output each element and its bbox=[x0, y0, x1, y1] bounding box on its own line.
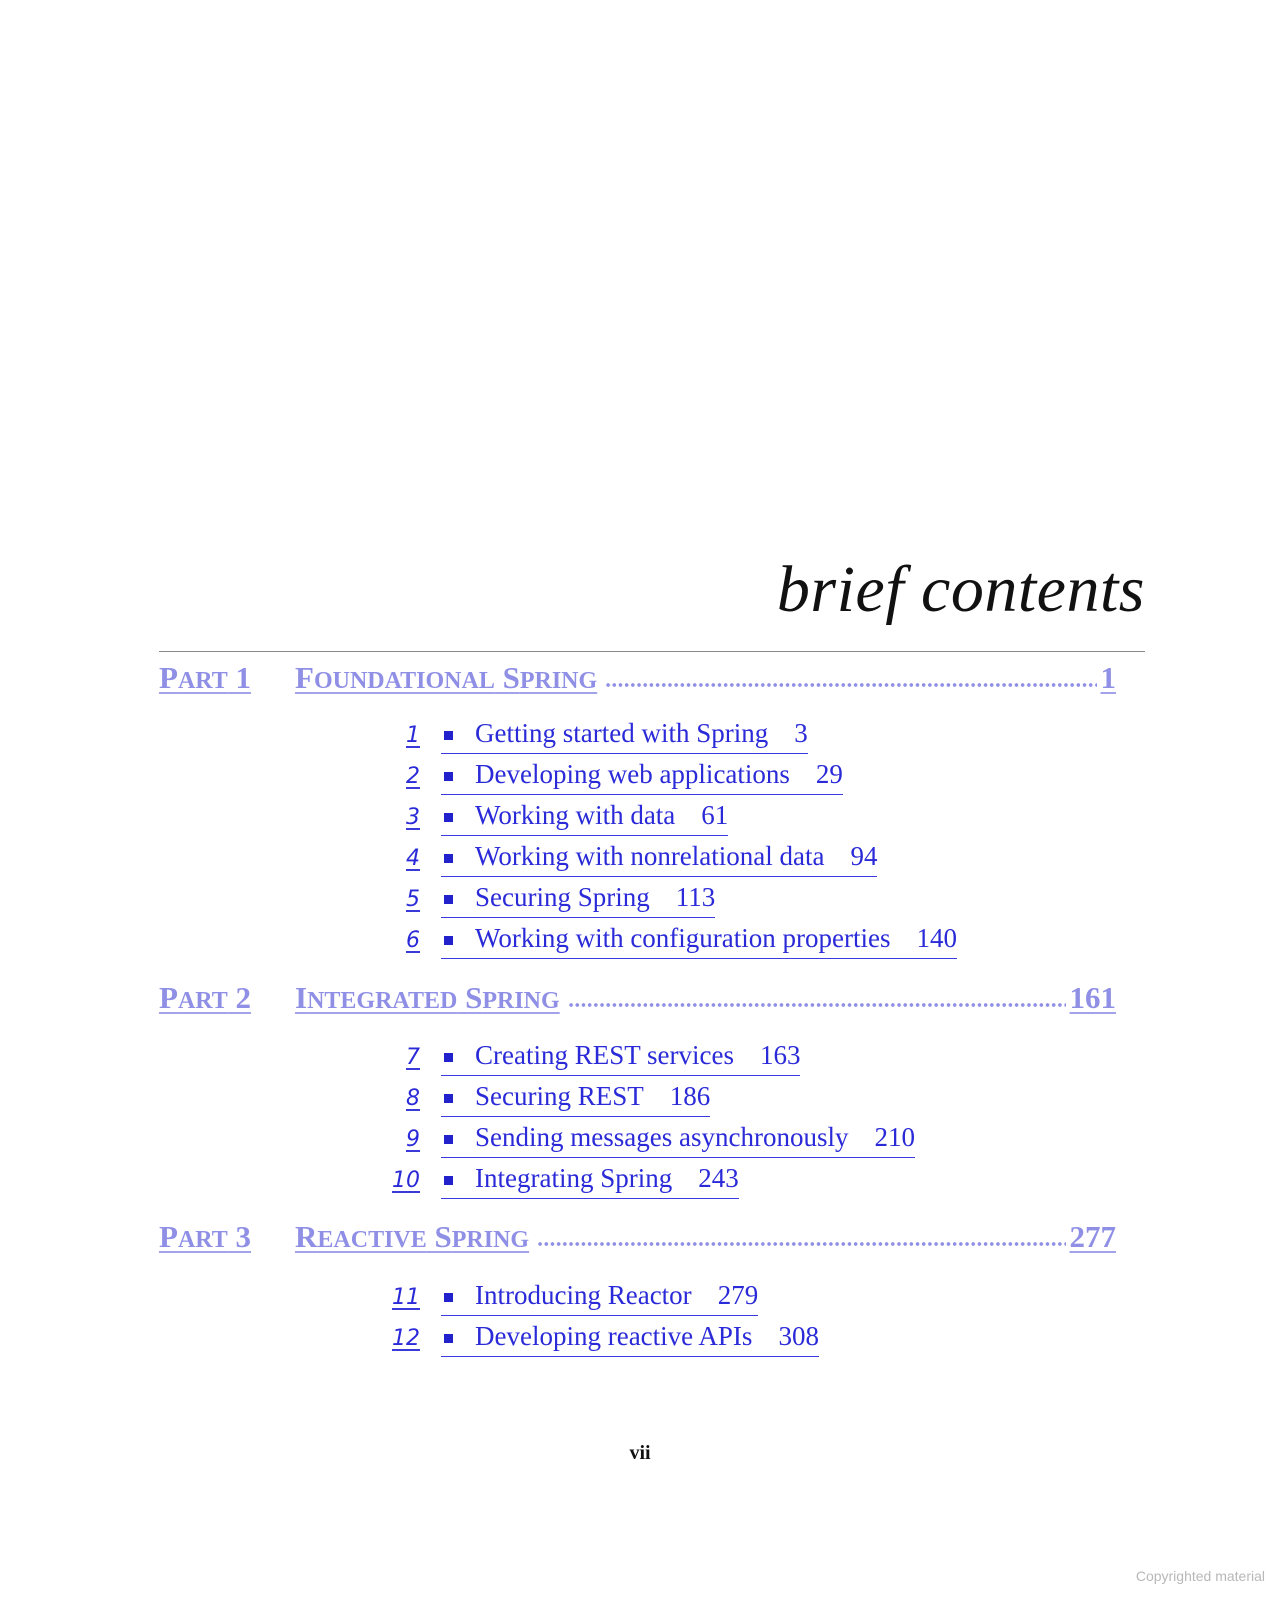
chapter-entry bbox=[441, 1040, 800, 1076]
copyright-watermark: Copyrighted material bbox=[1135, 1568, 1265, 1584]
chapter-page-number: 3 bbox=[794, 718, 808, 748]
chapter-page-number: 113 bbox=[675, 882, 716, 912]
chapter-page-number: 279 bbox=[717, 1280, 759, 1310]
chapter-3-link[interactable] bbox=[372, 800, 728, 838]
chapter-title: Working with configuration properties bbox=[475, 923, 891, 953]
chapter-4-link[interactable] bbox=[372, 841, 877, 879]
chapter-number: 3 bbox=[406, 805, 420, 830]
square-bullet-icon bbox=[444, 772, 453, 781]
chapter-page-number: 243 bbox=[698, 1163, 739, 1193]
chapter-number: 2 bbox=[406, 764, 420, 789]
chapter-title: Developing web applications bbox=[475, 759, 790, 789]
chapter-title: Introducing Reactor bbox=[475, 1280, 692, 1310]
chapter-11-link[interactable] bbox=[372, 1280, 758, 1318]
chapter-number: 5 bbox=[406, 887, 420, 912]
chapter-title: Working with data bbox=[475, 800, 676, 830]
square-bullet-icon bbox=[444, 854, 453, 863]
dot-leader bbox=[605, 683, 1096, 687]
chapter-page-number: 163 bbox=[759, 1040, 801, 1070]
chapter-page-number: 210 bbox=[874, 1122, 915, 1152]
dot-leader bbox=[537, 1242, 1065, 1246]
chapter-title: Getting started with Spring bbox=[475, 718, 769, 748]
chapter-page-number: 308 bbox=[778, 1321, 819, 1351]
chapter-number: 6 bbox=[406, 928, 420, 953]
part-1-link[interactable] bbox=[159, 660, 1116, 696]
chapter-entry bbox=[441, 1122, 915, 1158]
chapter-entry bbox=[441, 841, 877, 877]
part-title: INTEGRATED SPRING bbox=[295, 980, 560, 1015]
chapter-title: Integrating Spring bbox=[475, 1163, 673, 1193]
chapter-number: 4 bbox=[406, 846, 420, 871]
chapter-page-number: 140 bbox=[916, 923, 957, 953]
chapter-7-link[interactable] bbox=[372, 1040, 800, 1078]
square-bullet-icon bbox=[444, 731, 453, 740]
square-bullet-icon bbox=[444, 1053, 453, 1062]
chapter-entry bbox=[441, 759, 843, 795]
chapter-entry bbox=[441, 800, 728, 836]
title-divider bbox=[159, 651, 1145, 652]
page-folio: vii bbox=[629, 1442, 651, 1464]
part-label: PART 2 bbox=[159, 980, 252, 1015]
chapter-title: Sending messages asynchronously bbox=[475, 1122, 849, 1152]
chapter-page-number: 29 bbox=[815, 759, 843, 789]
chapter-5-link[interactable] bbox=[372, 882, 715, 920]
square-bullet-icon bbox=[444, 1293, 453, 1302]
part-title: FOUNDATIONAL SPRING bbox=[295, 660, 598, 695]
chapter-number: 7 bbox=[406, 1045, 420, 1070]
square-bullet-icon bbox=[444, 1176, 453, 1185]
chapter-page-number: 94 bbox=[850, 841, 878, 871]
chapter-page-number: 186 bbox=[669, 1081, 711, 1111]
chapter-entry bbox=[441, 1321, 819, 1357]
chapter-number: 1 bbox=[406, 723, 420, 748]
part-label: PART 1 bbox=[159, 660, 252, 695]
chapter-title: Securing Spring bbox=[475, 882, 650, 912]
part-page-number: 1 bbox=[1100, 660, 1116, 695]
part-label: PART 3 bbox=[159, 1219, 252, 1254]
chapter-6-link[interactable] bbox=[372, 923, 957, 961]
square-bullet-icon bbox=[444, 1094, 453, 1103]
square-bullet-icon bbox=[444, 895, 453, 904]
part-page-number: 161 bbox=[1069, 980, 1116, 1015]
chapter-entry bbox=[441, 923, 957, 959]
chapter-number: 12 bbox=[392, 1326, 420, 1351]
square-bullet-icon bbox=[444, 1135, 453, 1144]
chapter-entry bbox=[441, 1280, 758, 1316]
chapter-9-link[interactable] bbox=[372, 1122, 915, 1160]
chapter-8-link[interactable] bbox=[372, 1081, 710, 1119]
chapter-12-link[interactable] bbox=[372, 1321, 819, 1359]
chapter-title: Developing reactive APIs bbox=[475, 1321, 753, 1351]
chapter-title: Working with nonrelational data bbox=[475, 841, 825, 871]
chapter-page-number: 61 bbox=[701, 800, 729, 830]
square-bullet-icon bbox=[444, 813, 453, 822]
part-3-link[interactable] bbox=[159, 1219, 1116, 1255]
square-bullet-icon bbox=[444, 1334, 453, 1343]
square-bullet-icon bbox=[444, 936, 453, 945]
chapter-number: 8 bbox=[406, 1086, 420, 1111]
page-title: brief contents bbox=[776, 553, 1145, 626]
chapter-1-link[interactable] bbox=[372, 718, 808, 756]
dot-leader bbox=[568, 1003, 1066, 1007]
chapter-entry bbox=[441, 1163, 739, 1199]
chapter-title: Creating REST services bbox=[475, 1040, 734, 1070]
chapter-10-link[interactable] bbox=[372, 1163, 739, 1201]
part-2-link[interactable] bbox=[159, 980, 1116, 1016]
chapter-entry bbox=[441, 882, 715, 918]
part-page-number: 277 bbox=[1069, 1219, 1116, 1254]
chapter-number: 9 bbox=[406, 1127, 420, 1152]
chapter-number: 10 bbox=[392, 1168, 420, 1193]
part-title: REACTIVE SPRING bbox=[295, 1219, 530, 1254]
chapter-entry bbox=[441, 718, 808, 754]
chapter-title: Securing REST bbox=[475, 1081, 644, 1111]
chapter-entry bbox=[441, 1081, 710, 1117]
chapter-2-link[interactable] bbox=[372, 759, 843, 797]
chapter-number: 11 bbox=[392, 1285, 420, 1310]
